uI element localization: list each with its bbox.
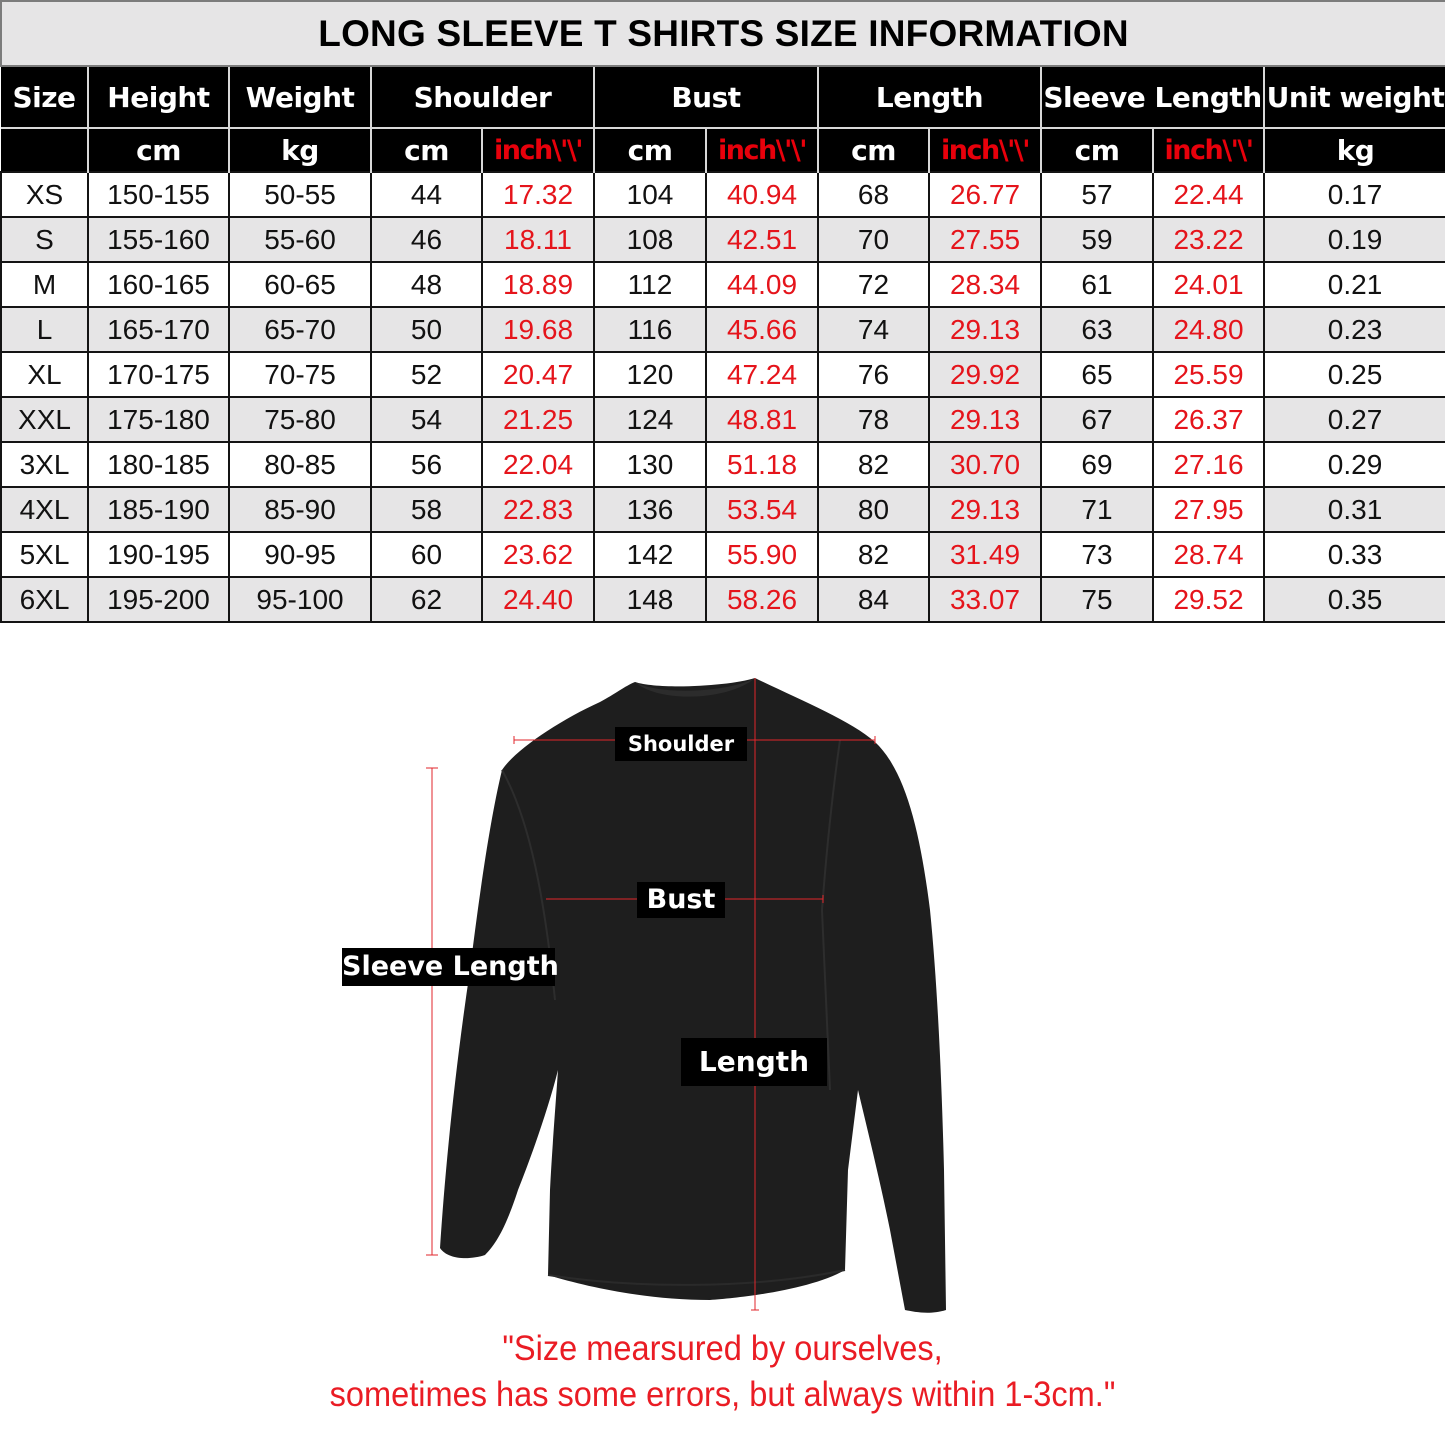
- unit-sleeve-inch: inch\'\': [1153, 128, 1264, 172]
- cell-length-inch: 33.07: [929, 577, 1041, 622]
- cell-shoulder-inch: 22.04: [482, 442, 594, 487]
- cell-length-cm: 80: [818, 487, 929, 532]
- cell-bust-inch: 53.54: [706, 487, 818, 532]
- cell-weight: 50-55: [229, 172, 371, 217]
- cell-weight: 55-60: [229, 217, 371, 262]
- cell-unit-weight: 0.23: [1264, 307, 1445, 352]
- table-row: [1, 532, 1445, 577]
- cell-unit-weight: 0.31: [1264, 487, 1445, 532]
- cell-shoulder-cm: 60: [371, 532, 482, 577]
- cell-bust-inch: 40.94: [706, 172, 818, 217]
- cell-weight: 80-85: [229, 442, 371, 487]
- cell-bust-inch: 58.26: [706, 577, 818, 622]
- cell-length-cm: 68: [818, 172, 929, 217]
- cell-bust-cm: 148: [594, 577, 706, 622]
- cell-shoulder-inch: 21.25: [482, 397, 594, 442]
- cell-length-cm: 76: [818, 352, 929, 397]
- cell-size: S: [1, 217, 88, 262]
- cell-sleeve-inch: 28.74: [1153, 532, 1264, 577]
- cell-length-inch: 27.55: [929, 217, 1041, 262]
- cell-bust-cm: 116: [594, 307, 706, 352]
- cell-sleeve-cm: 73: [1041, 532, 1153, 577]
- unit-bust-inch: inch\'\': [706, 128, 818, 172]
- cell-length-inch: 28.34: [929, 262, 1041, 307]
- table-row: [1, 397, 1445, 442]
- cell-sleeve-cm: 63: [1041, 307, 1153, 352]
- cell-size: L: [1, 307, 88, 352]
- cell-size: 5XL: [1, 532, 88, 577]
- cell-height: 195-200: [88, 577, 229, 622]
- cell-size: XXL: [1, 397, 88, 442]
- cell-shoulder-cm: 62: [371, 577, 482, 622]
- cell-shoulder-cm: 54: [371, 397, 482, 442]
- cell-weight: 65-70: [229, 307, 371, 352]
- cell-bust-inch: 48.81: [706, 397, 818, 442]
- cell-sleeve-inch: 23.22: [1153, 217, 1264, 262]
- cell-unit-weight: 0.33: [1264, 532, 1445, 577]
- cell-unit-weight: 0.21: [1264, 262, 1445, 307]
- cell-shoulder-cm: 50: [371, 307, 482, 352]
- header-size: Size: [1, 66, 88, 128]
- cell-length-inch: 30.70: [929, 442, 1041, 487]
- cell-shoulder-inch: 18.11: [482, 217, 594, 262]
- cell-height: 150-155: [88, 172, 229, 217]
- cell-sleeve-inch: 22.44: [1153, 172, 1264, 217]
- unit-length-cm: cm: [818, 128, 929, 172]
- cell-bust-inch: 45.66: [706, 307, 818, 352]
- unit-sleeve-cm: cm: [1041, 128, 1153, 172]
- table-row: [1, 352, 1445, 397]
- cell-shoulder-inch: 19.68: [482, 307, 594, 352]
- cell-weight: 95-100: [229, 577, 371, 622]
- cell-bust-cm: 124: [594, 397, 706, 442]
- cell-height: 185-190: [88, 487, 229, 532]
- unit-unit-weight: kg: [1264, 128, 1445, 172]
- cell-bust-cm: 142: [594, 532, 706, 577]
- cell-sleeve-cm: 65: [1041, 352, 1153, 397]
- shirt-body: [440, 678, 946, 1313]
- header-length: Length: [818, 66, 1041, 128]
- cell-length-cm: 82: [818, 442, 929, 487]
- cell-shoulder-cm: 56: [371, 442, 482, 487]
- cell-shoulder-cm: 48: [371, 262, 482, 307]
- chart-title: LONG SLEEVE T SHIRTS SIZE INFORMATION: [1, 1, 1445, 66]
- unit-bust-cm: cm: [594, 128, 706, 172]
- cell-shoulder-inch: 22.83: [482, 487, 594, 532]
- cell-bust-cm: 136: [594, 487, 706, 532]
- cell-sleeve-inch: 24.80: [1153, 307, 1264, 352]
- unit-shoulder-cm: cm: [371, 128, 482, 172]
- cell-size: 4XL: [1, 487, 88, 532]
- cell-length-cm: 84: [818, 577, 929, 622]
- header-height: Height: [88, 66, 229, 128]
- header-sleeve-length: Sleeve Length: [1041, 66, 1264, 128]
- cell-unit-weight: 0.29: [1264, 442, 1445, 487]
- cell-length-inch: 31.49: [929, 532, 1041, 577]
- cell-shoulder-cm: 58: [371, 487, 482, 532]
- cell-bust-inch: 47.24: [706, 352, 818, 397]
- cell-sleeve-cm: 75: [1041, 577, 1153, 622]
- cell-sleeve-cm: 71: [1041, 487, 1153, 532]
- cell-weight: 70-75: [229, 352, 371, 397]
- cell-size: XL: [1, 352, 88, 397]
- cell-bust-inch: 42.51: [706, 217, 818, 262]
- unit-weight: kg: [229, 128, 371, 172]
- cell-sleeve-inch: 25.59: [1153, 352, 1264, 397]
- cell-shoulder-inch: 17.32: [482, 172, 594, 217]
- cell-height: 165-170: [88, 307, 229, 352]
- bust-label: Bust: [637, 882, 725, 918]
- cell-shoulder-cm: 44: [371, 172, 482, 217]
- cell-sleeve-inch: 26.37: [1153, 397, 1264, 442]
- long-sleeve-shirt-icon: [330, 670, 970, 1320]
- cell-height: 160-165: [88, 262, 229, 307]
- cell-length-cm: 70: [818, 217, 929, 262]
- measurement-disclaimer: [0, 1326, 1445, 1418]
- cell-size: XS: [1, 172, 88, 217]
- cell-length-cm: 72: [818, 262, 929, 307]
- cell-sleeve-cm: 59: [1041, 217, 1153, 262]
- cell-size: 6XL: [1, 577, 88, 622]
- cell-size: 3XL: [1, 442, 88, 487]
- cell-shoulder-cm: 52: [371, 352, 482, 397]
- cell-sleeve-cm: 61: [1041, 262, 1153, 307]
- cell-weight: 75-80: [229, 397, 371, 442]
- table-row: [1, 172, 1445, 217]
- disclaimer-line-2: sometimes has some errors, but always within 1-3cm.": [329, 1375, 1116, 1414]
- cell-sleeve-inch: 27.95: [1153, 487, 1264, 532]
- cell-length-inch: 29.13: [929, 307, 1041, 352]
- cell-shoulder-inch: 24.40: [482, 577, 594, 622]
- table-row: [1, 262, 1445, 307]
- cell-sleeve-cm: 57: [1041, 172, 1153, 217]
- cell-unit-weight: 0.17: [1264, 172, 1445, 217]
- cell-weight: 85-90: [229, 487, 371, 532]
- cell-shoulder-cm: 46: [371, 217, 482, 262]
- table-row: [1, 217, 1445, 262]
- cell-sleeve-inch: 24.01: [1153, 262, 1264, 307]
- header-row-units: [1, 128, 1445, 172]
- cell-length-inch: 26.77: [929, 172, 1041, 217]
- cell-length-inch: 29.92: [929, 352, 1041, 397]
- unit-size-blank: [1, 128, 88, 172]
- cell-height: 155-160: [88, 217, 229, 262]
- table-row: [1, 487, 1445, 532]
- unit-shoulder-inch: inch\'\': [482, 128, 594, 172]
- cell-sleeve-inch: 29.52: [1153, 577, 1264, 622]
- cell-unit-weight: 0.25: [1264, 352, 1445, 397]
- cell-height: 180-185: [88, 442, 229, 487]
- cell-unit-weight: 0.35: [1264, 577, 1445, 622]
- sleeve-length-label: Sleeve Length: [342, 948, 555, 986]
- header-shoulder: Shoulder: [371, 66, 594, 128]
- cell-length-inch: 29.13: [929, 397, 1041, 442]
- cell-unit-weight: 0.27: [1264, 397, 1445, 442]
- cell-height: 190-195: [88, 532, 229, 577]
- cell-bust-cm: 104: [594, 172, 706, 217]
- cell-length-cm: 78: [818, 397, 929, 442]
- cell-bust-cm: 120: [594, 352, 706, 397]
- unit-length-inch: inch\'\': [929, 128, 1041, 172]
- cell-sleeve-cm: 67: [1041, 397, 1153, 442]
- cell-bust-cm: 130: [594, 442, 706, 487]
- header-row-measurements: [1, 66, 1445, 128]
- cell-bust-cm: 112: [594, 262, 706, 307]
- header-unit-weight: Unit weight: [1264, 66, 1445, 128]
- cell-height: 170-175: [88, 352, 229, 397]
- shirt-measurement-diagram: [330, 670, 970, 1320]
- cell-bust-inch: 55.90: [706, 532, 818, 577]
- header-weight: Weight: [229, 66, 371, 128]
- shoulder-label: Shoulder: [615, 727, 747, 761]
- cell-sleeve-inch: 27.16: [1153, 442, 1264, 487]
- cell-bust-inch: 51.18: [706, 442, 818, 487]
- cell-unit-weight: 0.19: [1264, 217, 1445, 262]
- size-chart-table: [0, 0, 1445, 623]
- cell-length-cm: 82: [818, 532, 929, 577]
- cell-shoulder-inch: 20.47: [482, 352, 594, 397]
- cell-bust-cm: 108: [594, 217, 706, 262]
- cell-length-cm: 74: [818, 307, 929, 352]
- cell-shoulder-inch: 18.89: [482, 262, 594, 307]
- cell-length-inch: 29.13: [929, 487, 1041, 532]
- cell-sleeve-cm: 69: [1041, 442, 1153, 487]
- table-row: [1, 577, 1445, 622]
- cell-weight: 60-65: [229, 262, 371, 307]
- cell-size: M: [1, 262, 88, 307]
- cell-bust-inch: 44.09: [706, 262, 818, 307]
- cell-height: 175-180: [88, 397, 229, 442]
- length-label: Length: [681, 1038, 827, 1086]
- table-row: [1, 442, 1445, 487]
- cell-shoulder-inch: 23.62: [482, 532, 594, 577]
- cell-weight: 90-95: [229, 532, 371, 577]
- disclaimer-line-1: "Size mearsured by ourselves,: [502, 1329, 943, 1368]
- header-bust: Bust: [594, 66, 818, 128]
- table-row: [1, 307, 1445, 352]
- unit-height: cm: [88, 128, 229, 172]
